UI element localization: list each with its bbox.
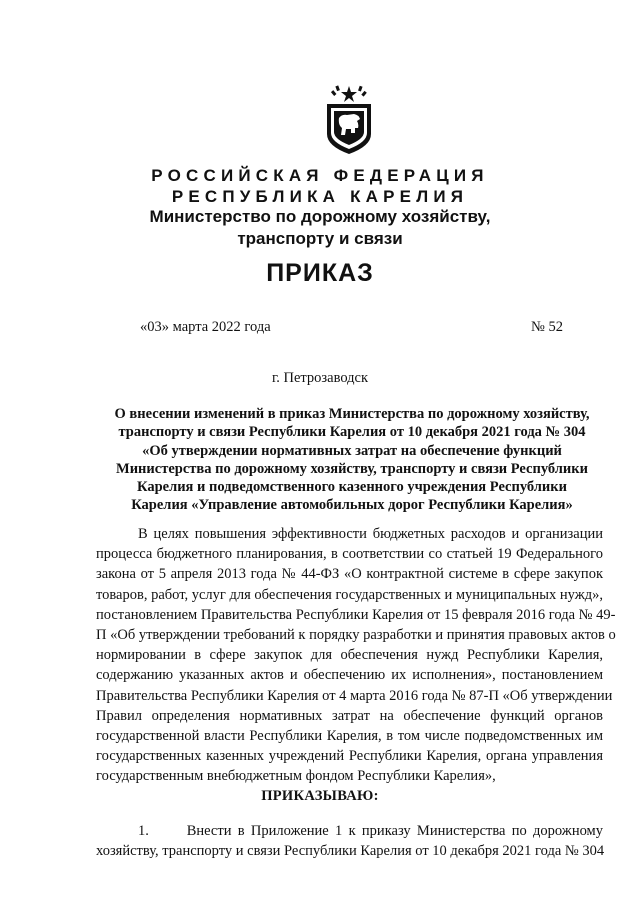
- subject-line: «Об утверждении нормативных затрат на обеспечение функций: [142, 442, 562, 459]
- document-type-title: ПРИКАЗ: [266, 259, 374, 287]
- order-city: г. Петрозаводск: [271, 370, 369, 386]
- order-subject: [96, 405, 608, 515]
- body-line: государственной власти Республики Карелия, в том числе подведомственных им: [96, 728, 603, 745]
- body-line: нормировании в сфере закупок для обеспечения нужд Республики Карелия,: [96, 647, 603, 664]
- preamble-paragraph: [96, 524, 616, 787]
- order-directive-heading: ПРИКАЗЫВАЮ:: [261, 788, 379, 804]
- body-line: государственных казенных учреждений Республики Карелия, органа управления: [96, 748, 603, 765]
- body-line: П «Об утверждении требований к порядку разработки и принятия правовых актов о: [96, 627, 616, 644]
- body-line: товаров, работ, услуг для обеспечения государственных и муниципальных нужд»,: [96, 586, 603, 603]
- body-line: государственным внебюджетным фондом Республики Карелия»,: [96, 768, 496, 785]
- body-line: постановлением Правительства Республики Карелия от 15 февраля 2016 года № 49-: [96, 606, 616, 623]
- body-line: процесса бюджетного планирования, в соответствии со статьей 19 Федерального: [96, 546, 603, 563]
- order-number: № 52: [531, 319, 563, 335]
- subject-line: Карелия «Управление автомобильных дорог Республики Карелия»: [131, 497, 573, 514]
- order-item-1: [96, 821, 603, 861]
- header-country: РОССИЙСКАЯ ФЕДЕРАЦИЯ: [151, 166, 489, 185]
- subject-line: Министерства по дорожному хозяйству, транспорту и связи Республики: [116, 460, 588, 477]
- subject-line: Карелия и подведомственного казенного учреждения Республики: [137, 479, 567, 496]
- header-republic: РЕСПУБЛИКА КАРЕЛИЯ: [171, 187, 469, 206]
- item-line: хозяйству, транспорту и связи Республики Карелия от 10 декабря 2021 года № 304: [96, 843, 605, 860]
- item-line: 1. Внести в Приложение 1 к приказу Министерства по дорожному: [138, 823, 603, 839]
- body-line: В целях повышения эффективности бюджетных расходов и организации: [138, 526, 603, 542]
- body-line: содержанию указанных актов и обеспечению их исполнения», постановлением: [96, 667, 603, 684]
- body-line: Правил определения нормативных затрат на обеспечение функций органов: [96, 707, 603, 724]
- ministry-name-line2: транспорту и связи: [237, 229, 403, 248]
- karelia-coat-of-arms-icon: [322, 84, 376, 156]
- ministry-name-line1: Министерство по дорожному хозяйству,: [149, 207, 491, 226]
- body-line: Правительства Республики Карелия от 4 марта 2016 года № 87-П «Об утверждении: [96, 687, 613, 704]
- subject-line: транспорту и связи Республики Карелия от 10 декабря 2021 года № 304: [118, 424, 586, 441]
- subject-line: О внесении изменений в приказ Министерства по дорожному хозяйству,: [114, 406, 590, 422]
- order-date: «03» марта 2022 года: [140, 319, 271, 335]
- body-line: закона от 5 апреля 2013 года № 44-ФЗ «О контрактной системе в сфере закупок: [96, 566, 603, 583]
